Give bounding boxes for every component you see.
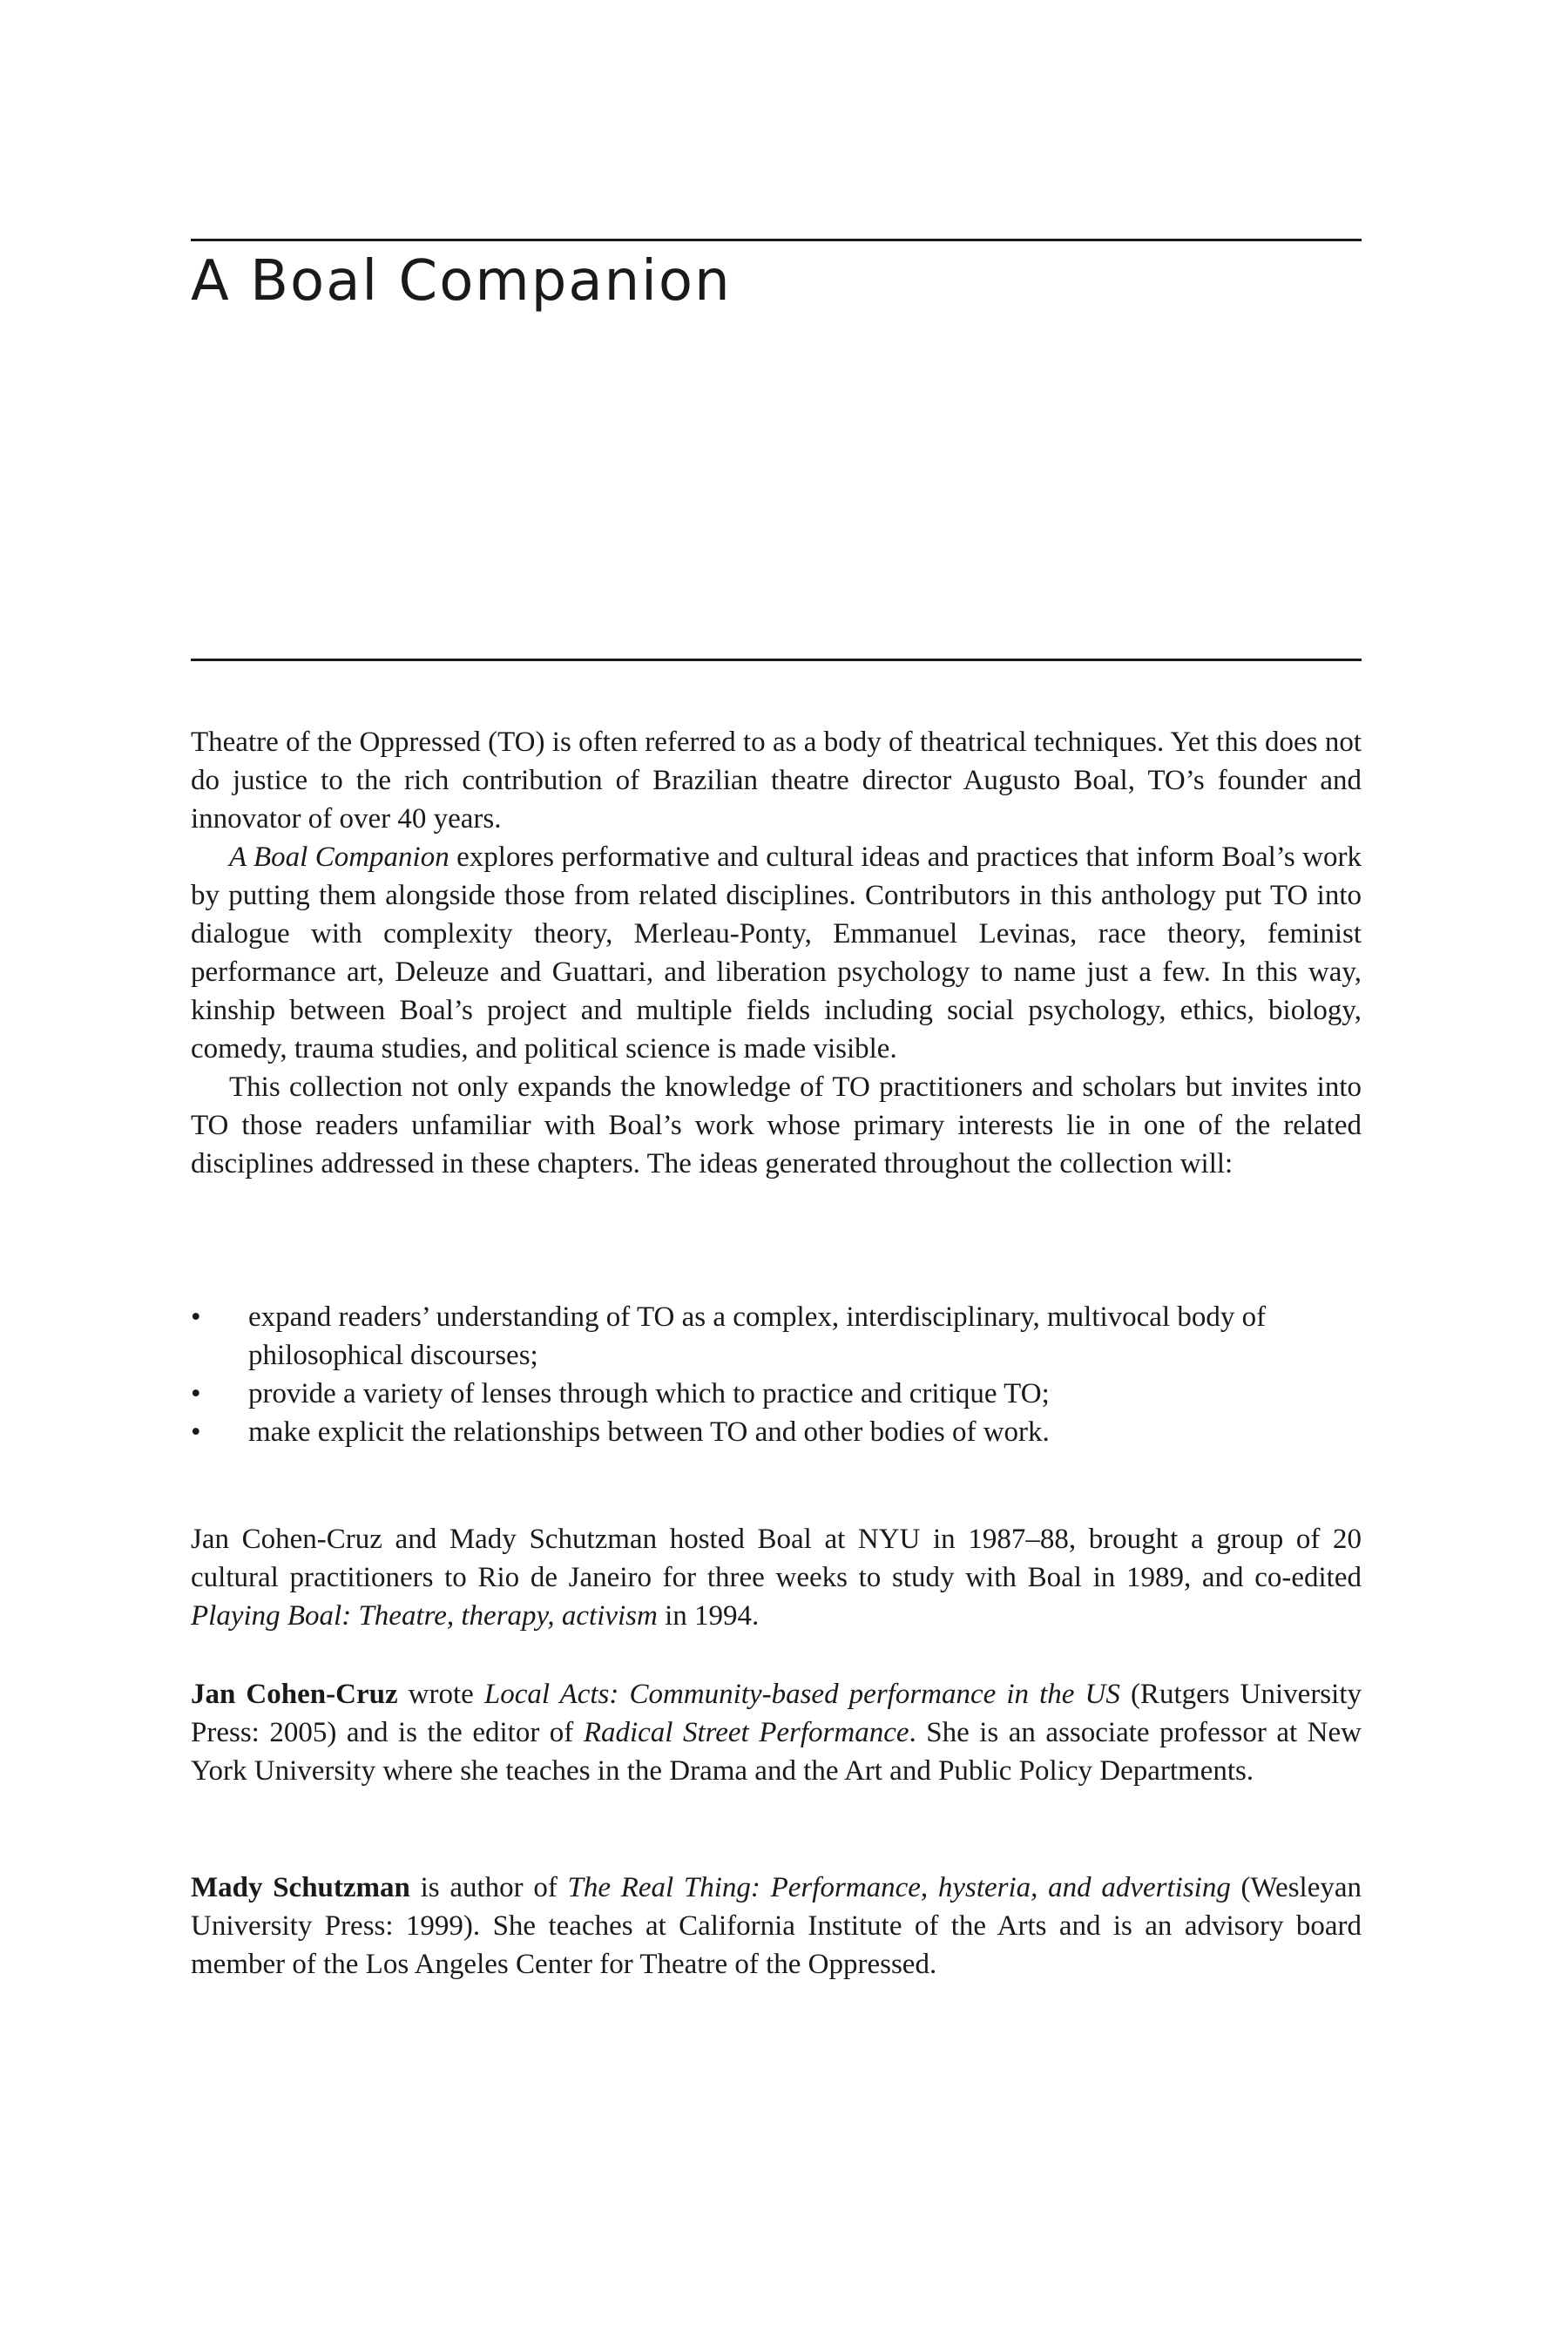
- list-item: • provide a variety of lenses through which to practice and critique TO;: [191, 1375, 1362, 1413]
- bio-text: (Wesleyan University Press: 1999). She teaches at California Institute of the Arts and is an advisory board member of the Los Angeles Center for Theatre of the Oppressed.: [191, 1872, 1362, 1980]
- description-paragraph-2: [191, 838, 1362, 1068]
- history-text-end: in 1994.: [657, 1600, 760, 1632]
- bio-jan-cohen-cruz: [191, 1675, 1362, 1790]
- playing-boal-title: Playing Boal: Theatre, therapy, activism: [191, 1600, 658, 1632]
- history-text: Jan Cohen-Cruz and Mady Schutzman hosted Boal at NYU in 1987–88, brought a group of 20 cultural practitioners to Rio de Janeiro for three weeks to study with Boal in 1989, and co-edited: [191, 1524, 1362, 1593]
- bio-text: (Rutgers University Press: 2005) and is the editor of: [191, 1679, 1362, 1748]
- aims-bullet-list: [191, 1298, 1362, 1451]
- bio-text: wrote: [397, 1679, 484, 1710]
- book-description: [191, 723, 1362, 1183]
- author-name: Jan Cohen-Cruz: [191, 1679, 398, 1710]
- description-paragraph-2-text: explores performative and cultural ideas and practices that inform Boal’s work by putting them alongside those from related disciplines. Contributors in this anthology put TO into dialogue with complexity theory, Merleau-Ponty, Emmanuel Levinas, race theory, feminist performance art, Deleuze and Guattari, and liberation psychology to name just a few. In this way, kinship between Boal’s project and multiple fields including social psychology, ethics, biology, comedy, trauma studies, and political science is made visible.: [191, 841, 1362, 1064]
- bio-mady-schutzman: [191, 1869, 1362, 1984]
- list-item: • expand readers’ understanding of TO as a complex, interdisciplinary, multivocal body of philosophical discourses;: [191, 1298, 1362, 1375]
- editors-history-paragraph: [191, 1520, 1362, 1635]
- author-name: Mady Schutzman: [191, 1872, 410, 1903]
- book-title-local-acts: Local Acts: Community-based performance in the US: [483, 1679, 1120, 1710]
- list-item: • make explicit the relationships between TO and other bodies of work.: [191, 1413, 1362, 1451]
- description-paragraph-3: This collection not only expands the knowledge of TO practitioners and scholars but invites into TO those readers unfamiliar with Boal’s work whose primary interests lie in one of the related disciplines addressed in these chapters. The ideas generated throughout the collection will:: [191, 1071, 1362, 1179]
- book-title-reference: A Boal Companion: [229, 841, 449, 873]
- description-paragraph-1: Theatre of the Oppressed (TO) is often referred to as a body of theatrical techniques. Yet this does not do justice to the rich contribution of Brazilian theatre director Augusto Boal, TO’s founder and innovator of over 40 years.: [191, 727, 1362, 835]
- book-title-real-thing: The Real Thing: Performance, hysteria, and advertising: [567, 1872, 1231, 1903]
- book-title-radical-street: Radical Street Performance: [583, 1717, 909, 1748]
- bio-text: is author of: [409, 1872, 568, 1903]
- bio-text: . She is an associate professor at New York University where she teaches in the Drama and the Art and Public Policy Departments.: [191, 1717, 1362, 1787]
- title-bottom-rule: [191, 659, 1362, 661]
- page-title: A Boal Companion: [191, 249, 732, 314]
- title-top-rule: [191, 239, 1362, 241]
